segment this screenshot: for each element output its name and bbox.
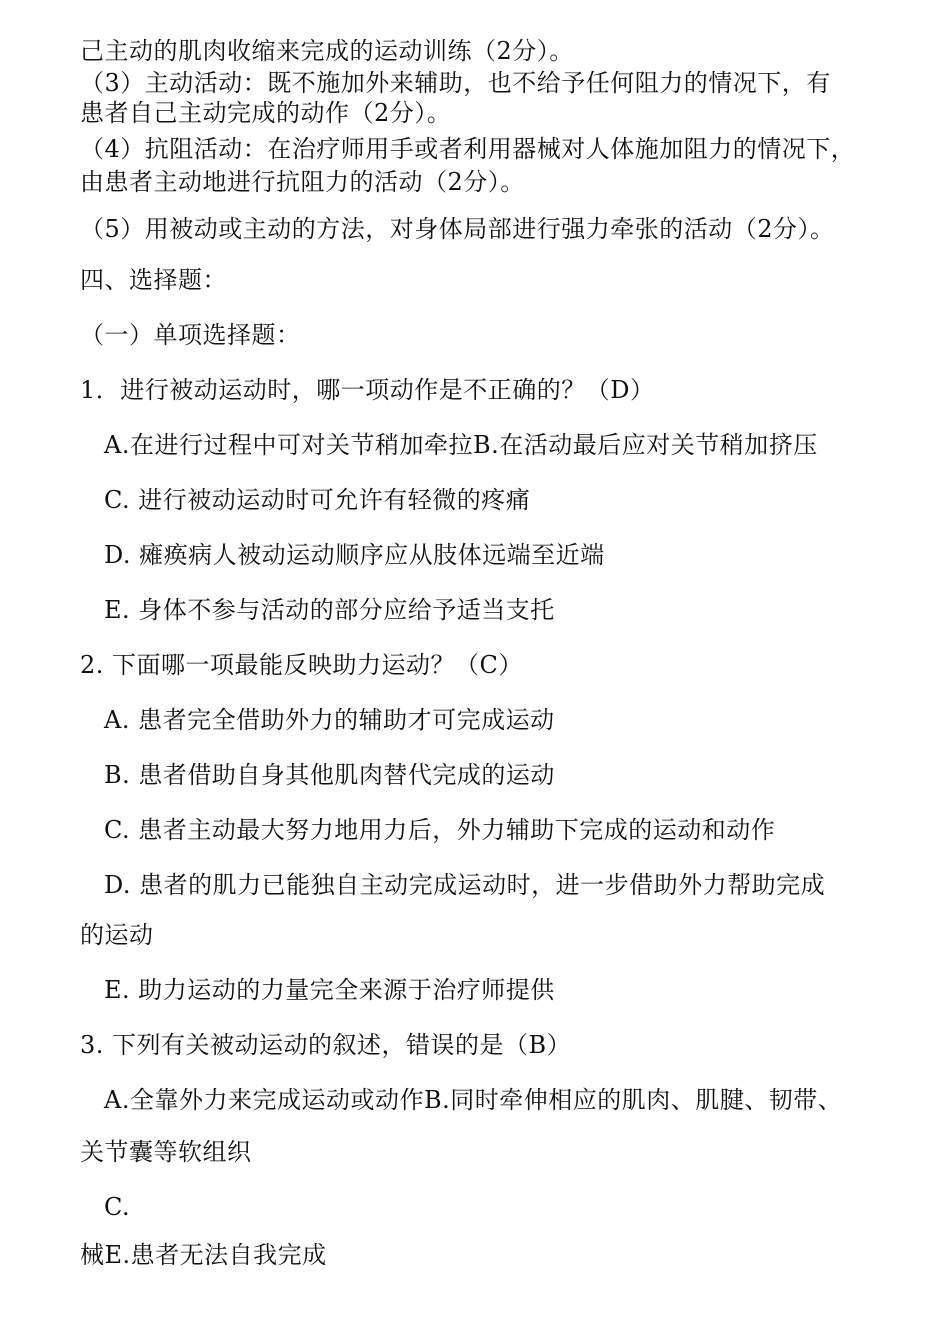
section-subheading: （一）单项选择题： (80, 321, 301, 349)
definition-4-line-2: 由患者主动地进行抗阻力的活动（2分）。 (80, 168, 525, 196)
question-3-option-ab: A.全靠外力来完成运动或动作B.同时牵伸相应的肌肉、肌腱、韧带、 (104, 1086, 843, 1114)
definition-3-line-1: （3）主动活动：既不施加外来辅助，也不给予任何阻力的情况下，有 (80, 69, 831, 97)
definition-5: （5）用被动或主动的方法，对身体局部进行强力牵张的活动（2分）。 (80, 215, 835, 243)
question-2-option-b: B. 患者借助自身其他肌肉替代完成的运动 (104, 761, 555, 789)
definition-3-line-2: 患者自己主动完成的动作（2分）。 (80, 99, 452, 127)
question-2-option-c: C. 患者主动最大努力地用力后，外力辅助下完成的运动和动作 (104, 816, 776, 844)
question-2-option-d-continuation: 的运动 (80, 921, 154, 949)
question-1-option-d: D. 瘫痪病人被动运动顺序应从肢体远端至近端 (104, 541, 605, 569)
question-2-option-e: E. 助力运动的力量完全来源于治疗师提供 (104, 976, 555, 1004)
question-3-stem: 3. 下列有关被动运动的叙述，错误的是（B） (80, 1031, 572, 1059)
question-1-option-c: C. 进行被动运动时可允许有轻微的疼痛 (104, 486, 531, 514)
question-3-option-c: C. (104, 1193, 131, 1221)
question-3-option-b-continuation: 关节囊等软组织 (80, 1138, 252, 1166)
question-1-stem: 1．进行被动运动时，哪一项动作是不正确的？（D） (80, 376, 655, 404)
question-1-option-e: E. 身体不参与活动的部分应给予适当支托 (104, 596, 555, 624)
question-1-option-ab: A.在进行过程中可对关节稍加牵拉B.在活动最后应对关节稍加挤压 (104, 431, 818, 459)
definition-4-line-1: （4）抗阻活动：在治疗师用手或者利用器械对人体施加阻力的情况下， (80, 135, 856, 163)
continuation-line: 己主动的肌肉收缩来完成的运动训练（2分）。 (80, 37, 574, 65)
question-2-option-a: A. 患者完全借助外力的辅助才可完成运动 (104, 706, 555, 734)
question-2-stem: 2. 下面哪一项最能反映助力运动？（C） (80, 651, 523, 679)
section-heading: 四、选择题： (80, 266, 227, 294)
question-3-option-e-fragment: 械E.患者无法自我完成 (80, 1241, 327, 1269)
question-2-option-d: D. 患者的肌力已能独自主动完成运动时，进一步借助外力帮助完成 (104, 871, 826, 899)
